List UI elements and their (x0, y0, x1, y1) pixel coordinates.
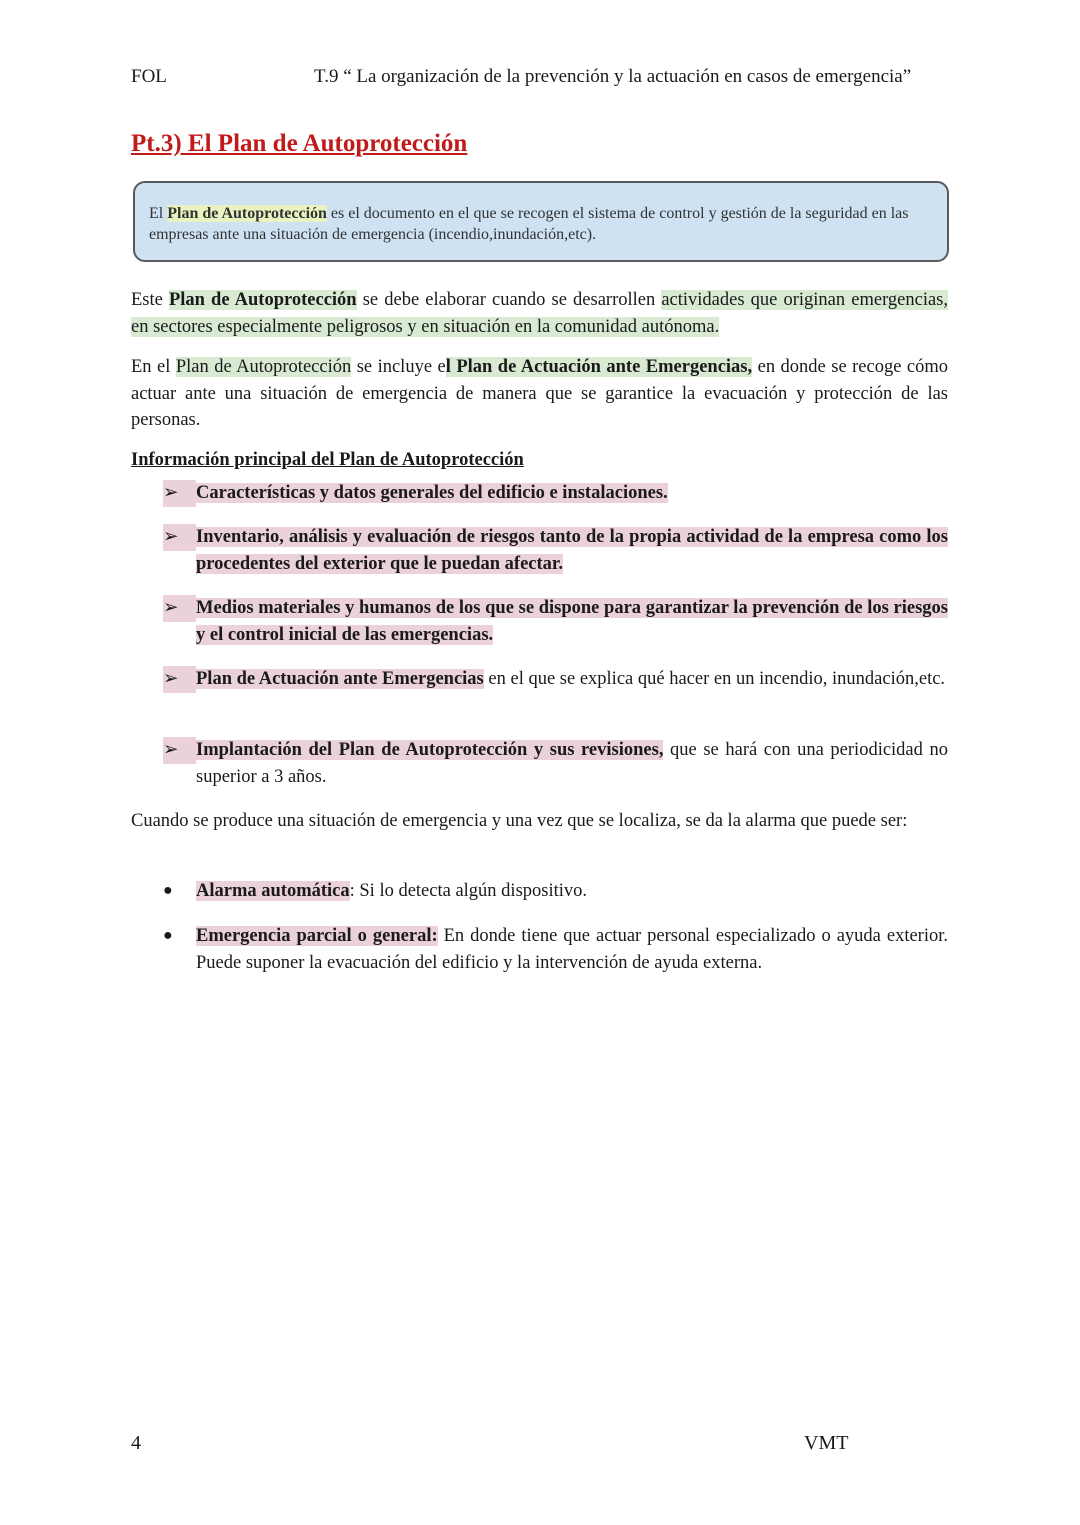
text: En el (131, 357, 176, 377)
list-item (163, 923, 948, 976)
list-item (163, 737, 948, 790)
item-bold: Alarma automática (196, 881, 350, 901)
list-item (163, 524, 948, 577)
bold-term: l Plan de Actuación ante Emergencias, (445, 357, 753, 377)
header-topic: T.9 “ La organización de la prevención y la actuación en casos de emergencia” (314, 66, 912, 87)
text: se incluye e (351, 357, 446, 377)
arrow-icon: ➢ (163, 595, 196, 622)
item-bold: Características y datos generales del edificio e instalaciones. (196, 483, 668, 503)
highlighted-text: Plan de Autoprotección (175, 357, 352, 377)
definition-rest: es el documento en el que se recogen el sistema de control y gestión de la seguridad en las empresas ante una situación de emergencia (incendio,inundación,etc). (149, 205, 909, 243)
item-bold: Inventario, análisis y evaluación de riesgos tanto de la propia actividad de la empresa como los procedentes del exterior que le puedan afectar. (196, 527, 948, 574)
item-bold: Medios materiales y humanos de los que se dispone para garantizar la prevención de los riesgos y el control inicial de las emergencias. (196, 598, 948, 645)
arrow-icon: ➢ (163, 737, 196, 764)
arrow-icon: ➢ (163, 666, 196, 693)
item-rest: : Si lo detecta algún dispositivo. (349, 881, 588, 901)
section-title: Pt.3) El Plan de Autoprotección (131, 130, 468, 157)
arrow-icon: ➢ (163, 480, 196, 507)
text: se debe elaborar cuando se desarrollen (356, 290, 662, 310)
text: Este (131, 290, 169, 310)
paragraph-alarm-intro: Cuando se produce una situación de emergencia y una vez que se localiza, se da la alarma que puede ser: (131, 811, 908, 831)
paragraph-when-to-elaborate (131, 287, 948, 340)
item-rest: que se hará con una periodicidad no superior a 3 años. (196, 740, 948, 787)
paragraph-plan-includes (131, 354, 948, 434)
highlighted-text: actividades que originan emergencias, en sectores especialmente peligrosos y en situación en la comunidad autónoma. (131, 290, 948, 337)
header-subject: FOL (131, 66, 167, 87)
arrow-icon: ➢ (163, 524, 196, 551)
item-bold: Implantación del Plan de Autoprotección y sus revisiones, (196, 740, 664, 760)
item-rest: en el que se explica qué hacer en un incendio, inundación,etc. (483, 669, 946, 689)
item-bold: Plan de Actuación ante Emergencias (196, 669, 484, 689)
definition-box (133, 181, 949, 262)
page-number: 4 (131, 1432, 141, 1454)
item-rest: En donde tiene que actuar personal especializado o ayuda exterior. Puede suponer la evacuación del edificio y la intervención de ayuda externa. (196, 926, 948, 973)
definition-prefix: El (149, 205, 168, 222)
list-item (163, 480, 948, 507)
definition-term: Plan de Autoprotección (167, 205, 327, 222)
list-item (163, 666, 948, 693)
bullet-icon: ● (163, 882, 173, 899)
footer-author: VMT (804, 1432, 849, 1454)
text: en donde se recoge cómo actuar ante una situación de emergencia de manera que se garantice la evacuación y protección de las personas. (131, 357, 948, 430)
bold-term: Plan de Autoprotección (168, 290, 357, 310)
bullet-icon: ● (163, 927, 173, 944)
subheading: Información principal del Plan de Autoprotección (131, 450, 524, 470)
definition-text (149, 203, 939, 245)
list-item (163, 878, 948, 905)
list-item (163, 595, 948, 648)
item-bold: Emergencia parcial o general: (196, 926, 438, 946)
